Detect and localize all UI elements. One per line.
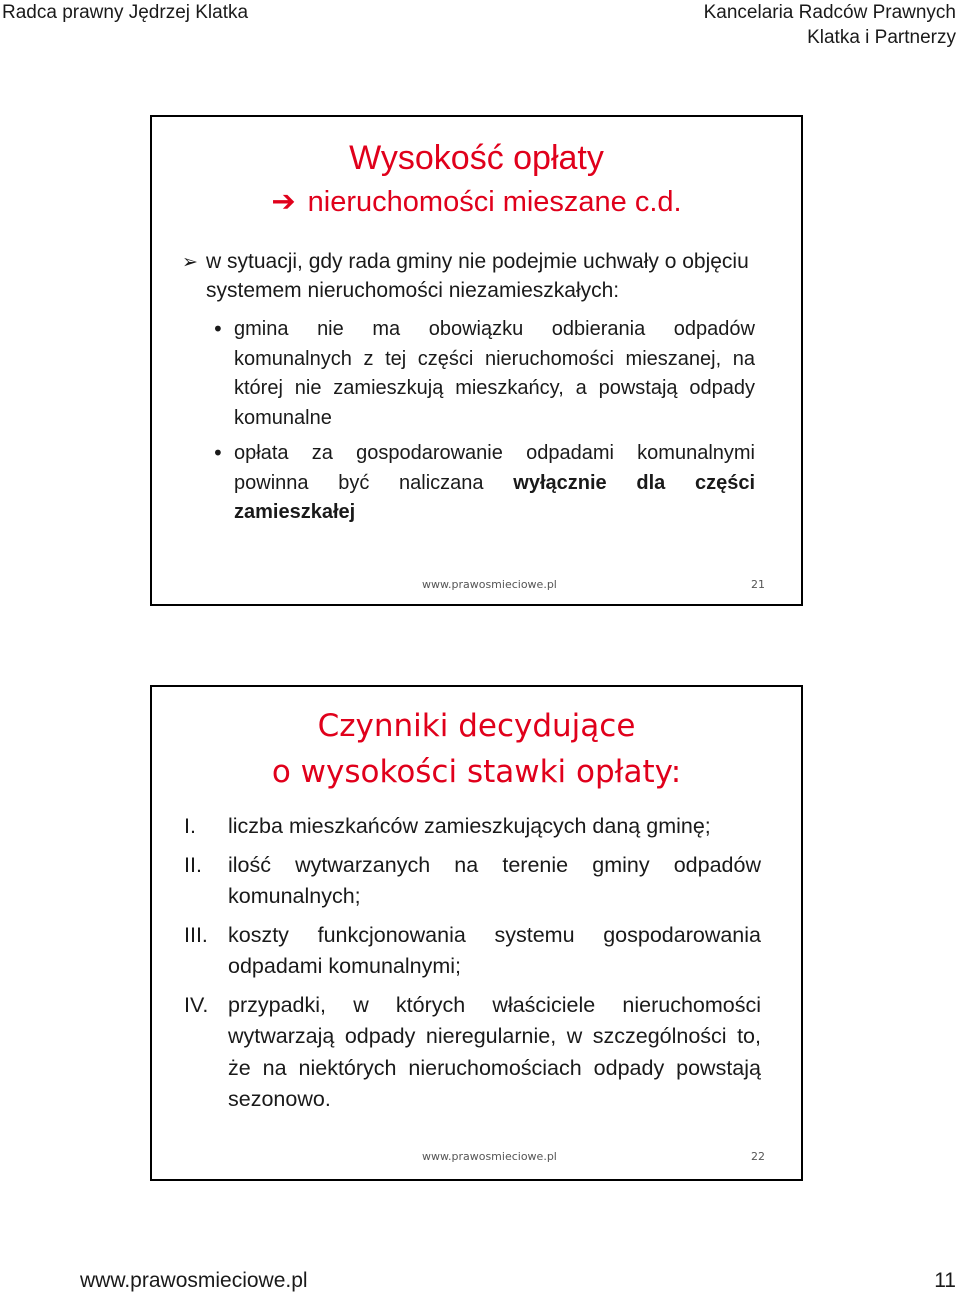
header-right bbox=[704, 0, 956, 50]
factors-list bbox=[184, 811, 761, 1123]
slide1-footer-url: www.prawosmieciowe.pl bbox=[422, 578, 557, 591]
list-item bbox=[184, 990, 761, 1116]
header-left: Radca prawny Jędrzej Klatka bbox=[2, 2, 249, 23]
list-item bbox=[184, 920, 761, 983]
slide1-point-text: w sytuacji, gdy rada gminy nie podejmie uchwały o objęciu systemem nieruchomości niezamieszkałych: bbox=[206, 250, 749, 302]
slide2-title-line1: Czynniki decydujące bbox=[317, 708, 636, 744]
slide1-bullet-2-bold: wyłącznie dla części zamieszkałej bbox=[234, 471, 756, 523]
slide-22 bbox=[150, 685, 803, 1181]
list-item-text: liczba mieszkańców zamieszkujących daną gminę; bbox=[228, 814, 711, 838]
list-item bbox=[184, 850, 761, 913]
list-item-number: I. bbox=[184, 814, 196, 838]
slide1-point bbox=[182, 247, 761, 305]
right-arrow-icon: ➔ bbox=[271, 184, 296, 218]
list-item bbox=[184, 811, 761, 843]
slide1-page-number: 21 bbox=[751, 578, 765, 591]
slide1-bullet-2 bbox=[212, 439, 755, 528]
slide1-bullet-1-text: gmina nie ma obowiązku odbierania odpadów komunalnych z tej części nieruchomości mieszanej, na której nie zamieszkują mieszkańcy, a powstają odpady komunalne bbox=[234, 318, 755, 429]
list-item-number: IV. bbox=[184, 992, 209, 1017]
slide2-title-line2: o wysokości stawki opłaty: bbox=[271, 754, 682, 790]
list-item-number: III. bbox=[184, 922, 208, 947]
header-right-line2: Klatka i Partnerzy bbox=[807, 27, 956, 48]
page-footer-number: 11 bbox=[934, 1269, 956, 1292]
bullet-dot-icon: • bbox=[212, 317, 224, 341]
page-footer-url: www.prawosmieciowe.pl bbox=[80, 1269, 308, 1292]
list-item-text: koszty funkcjonowania systemu gospodarowania odpadami komunalnymi; bbox=[228, 922, 761, 978]
slide-21 bbox=[150, 115, 803, 606]
slide1-bullet-1 bbox=[212, 315, 755, 433]
slide1-subtitle bbox=[152, 182, 801, 221]
list-item-text: ilość wytwarzanych na terenie gminy odpadów komunalnych; bbox=[228, 852, 761, 908]
arrowhead-bullet-icon: ➢ bbox=[182, 251, 198, 273]
list-item-text: przypadki, w których właściciele nieruchomości wytwarzają odpady nieregularnie, w szczególności to, że na niektórych nieruchomościach odpady powstają sezonowo. bbox=[228, 992, 761, 1111]
slide2-page-number: 22 bbox=[751, 1150, 765, 1163]
bullet-dot-icon: • bbox=[212, 441, 224, 465]
slide1-subtitle-text: nieruchomości mieszane c.d. bbox=[307, 186, 682, 218]
header-right-line1: Kancelaria Radców Prawnych bbox=[703, 2, 956, 23]
slide1-title: Wysokość opłaty bbox=[349, 139, 604, 177]
list-item-number: II. bbox=[184, 852, 202, 877]
slide2-footer-url: www.prawosmieciowe.pl bbox=[422, 1150, 557, 1163]
slide1-bullet-2-text: opłata za gospodarowanie odpadami komunalnymi powinna być naliczana bbox=[234, 442, 755, 494]
